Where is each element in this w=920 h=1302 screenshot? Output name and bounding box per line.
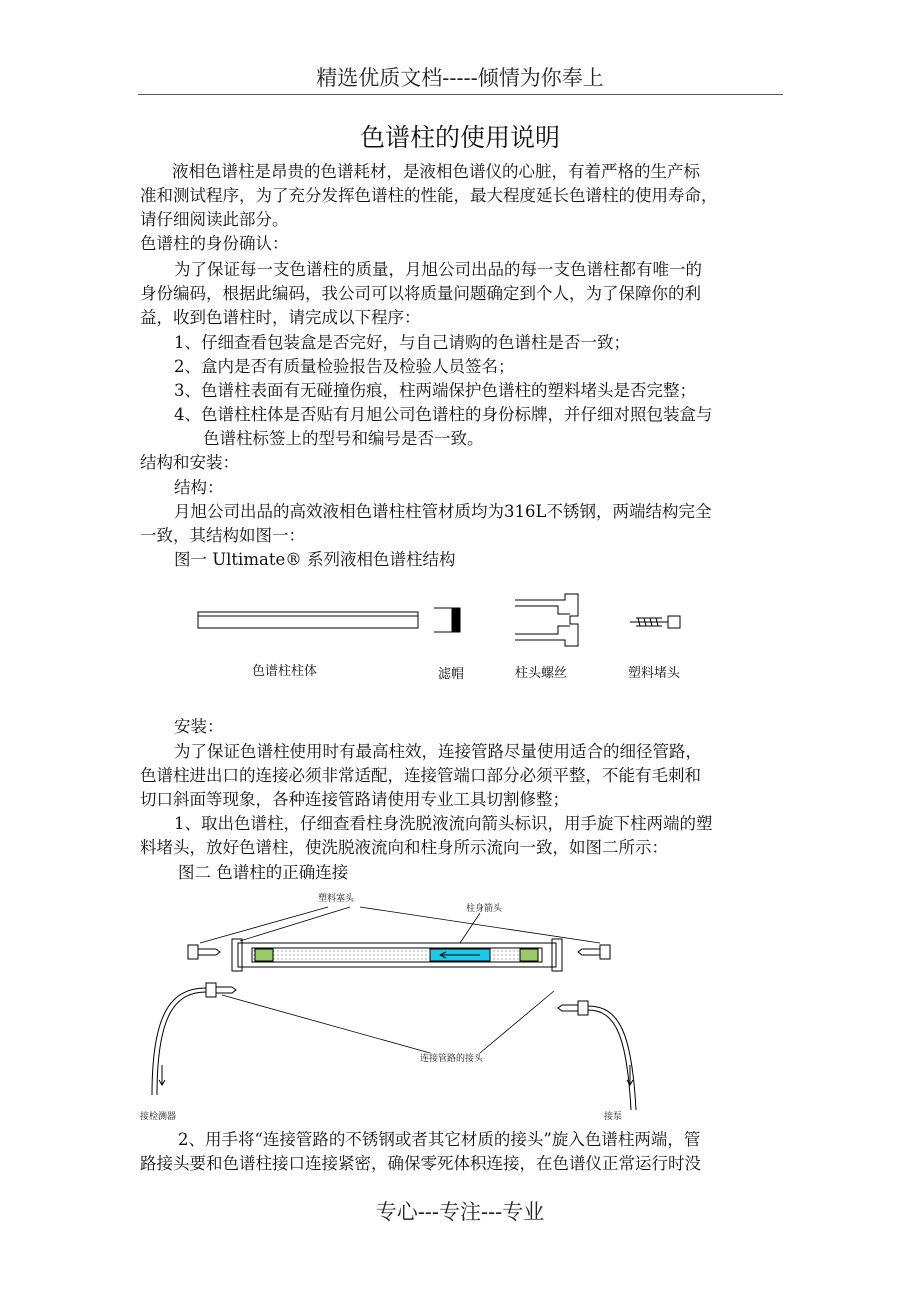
page-footer: 专心---专注---专业 — [375, 1200, 545, 1224]
structure-sub: 结构： — [174, 478, 224, 497]
page-header: 精选优质文档-----倾情为你奉上 — [316, 66, 604, 90]
fig1-label-plug: 塑料堵头 — [628, 666, 681, 681]
fig2-label-pump: 接泵 — [604, 1112, 623, 1122]
tubing-right-drawing — [558, 1001, 636, 1110]
intro-line-2: 准和测试程序，为了充分发挥色谱柱的性能，最大程度延长色谱柱的使用寿命， — [140, 186, 718, 205]
identity-heading: 色谱柱的身份确认： — [140, 234, 289, 253]
install-para-2: 色谱柱进出口的连接必须非常适配，连接管端口部分必须平整，不能有毛刺和 — [140, 766, 701, 785]
column-body-drawing — [198, 612, 418, 628]
structure-para-1: 月旭公司出品的高效液相色谱柱柱管材质均为316L不锈钢，两端结构完全 — [174, 502, 712, 521]
leader-lines — [200, 907, 600, 1053]
step1-line-1: 1、取出色谱柱，仔细查看柱身洗脱液流向箭头标识，用手旋下柱两端的塑 — [174, 814, 713, 833]
identity-para-1: 为了保证每一支色谱柱的质量，月旭公司出品的每一支色谱柱都有唯一的 — [174, 260, 702, 279]
fig2-label-plug: 塑料塞头 — [318, 894, 355, 904]
intro-line-3: 请仔细阅读此部分。 — [140, 210, 289, 229]
install-heading: 安装： — [174, 717, 224, 736]
plug-left-drawing — [188, 945, 220, 959]
identity-para-3: 益，收到色谱柱时，请完成以下程序： — [140, 308, 421, 327]
fig2-label-arrow: 柱身箭头 — [466, 904, 503, 914]
install-para-1: 为了保证色谱柱使用时有最高柱效，连接管路尽量使用适合的细径管路， — [174, 742, 702, 761]
identity-item-4-cont: 色谱柱标签上的型号和编号是否一致。 — [203, 429, 484, 448]
structure-para-2: 一致，其结构如图一： — [140, 526, 305, 545]
step2-line-1: 2、用手将“连接管路的不锈钢或者其它材质的接头”旋入色谱柱两端，管 — [178, 1130, 701, 1149]
step1-line-2: 料堵头，放好色谱柱，使洗脱液流向和柱身所示流向一致，如图二所示： — [140, 838, 668, 857]
fig1-diagram — [190, 590, 700, 650]
identity-para-2: 身份编码，根据此编码，我公司可以将质量问题确定到个人，为了保障你的利 — [140, 284, 701, 303]
fig1-label-nut: 柱头螺丝 — [515, 666, 568, 681]
filter-cap-drawing — [434, 608, 460, 632]
step2-line-2: 路接头要和色谱柱接口连接紧密，确保零死体积连接，在色谱仪正常运行时没 — [140, 1154, 701, 1173]
column-nut-drawing — [515, 594, 578, 646]
fig2-diagram — [140, 885, 660, 1120]
header-divider — [138, 94, 783, 95]
identity-item-1: 1、仔细查看包装盒是否完好，与自己请购的色谱柱是否一致； — [174, 333, 630, 352]
identity-item-3: 3、色谱柱表面有无碰撞伤痕，柱两端保护色谱柱的塑料堵头是否完整； — [174, 381, 696, 400]
fig1-label-filter: 滤帽 — [438, 667, 465, 682]
identity-item-4: 4、色谱柱柱体是否贴有月旭公司色谱柱的身份标牌，并仔细对照包装盒与 — [174, 405, 713, 424]
identity-item-2: 2、盒内是否有质量检验报告及检验人员签名； — [174, 357, 515, 376]
fig2-caption: 图二 色谱柱的正确连接 — [178, 863, 349, 882]
fig1-caption: 图一 Ultimate® 系列液相色谱柱结构 — [174, 550, 456, 569]
tubing-left-drawing — [152, 983, 236, 1095]
plastic-plug-drawing — [630, 616, 680, 628]
structure-heading: 结构和安装： — [140, 453, 239, 472]
intro-line-1: 液相色谱柱是昂贵的色谱耗材，是液相色谱仪的心脏，有着严格的生产标 — [172, 162, 700, 181]
install-para-3: 切口斜面等现象，各种连接管路请使用专业工具切割修整； — [140, 790, 569, 809]
plug-right-drawing — [578, 945, 610, 959]
fig2-label-detector: 接检测器 — [140, 1112, 177, 1122]
page-title: 色谱柱的使用说明 — [359, 123, 560, 152]
fig2-label-joint: 连接管路的接头 — [420, 1054, 484, 1064]
fig1-label-column: 色谱柱柱体 — [252, 664, 318, 679]
column-assembly-drawing — [232, 939, 562, 971]
